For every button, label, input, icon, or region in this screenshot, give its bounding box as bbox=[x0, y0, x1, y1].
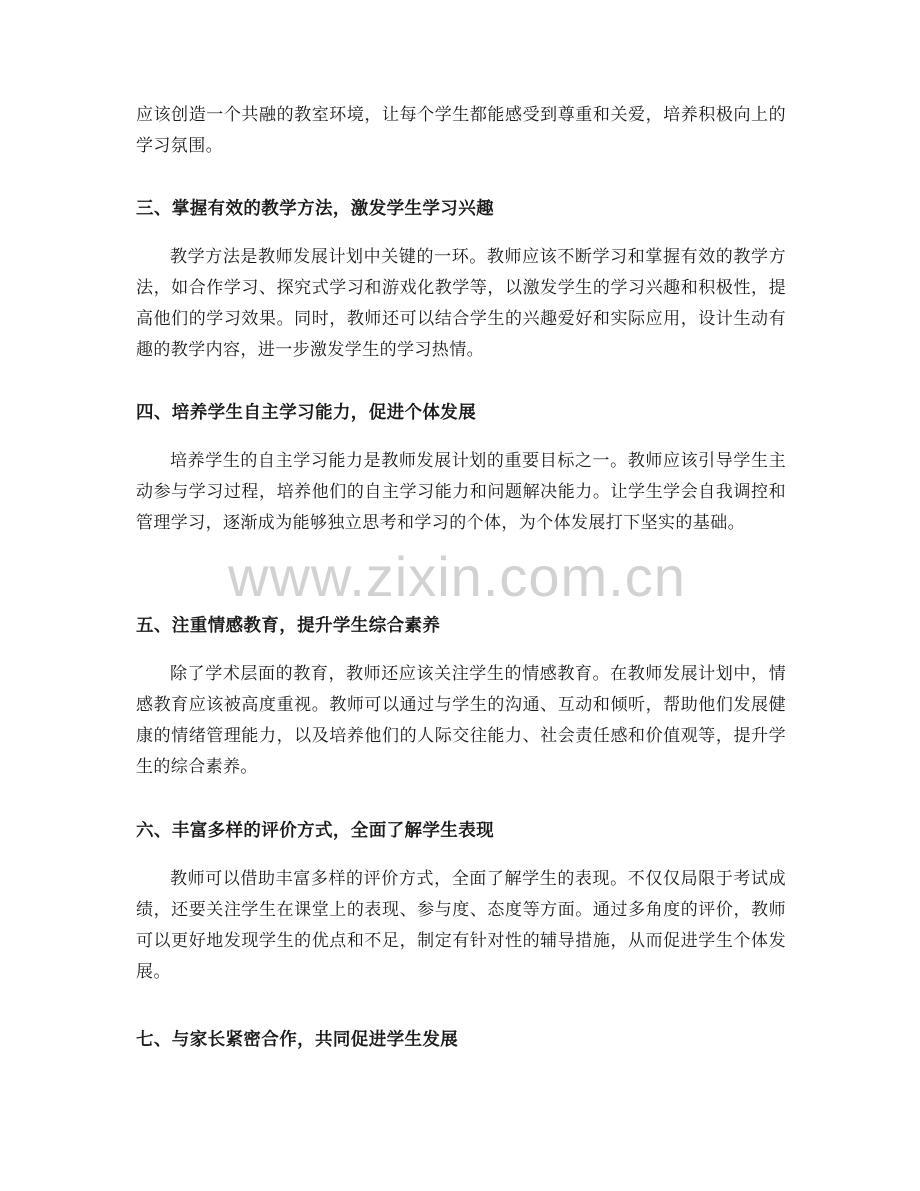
section-heading: 五、注重情感教育，提升学生综合素养 bbox=[136, 616, 441, 636]
intro-paragraph: 应该创造一个共融的教室环境，让每个学生都能感受到尊重和关爱，培养积极向上的学习氛围。 bbox=[136, 105, 786, 156]
section-6-body-block bbox=[136, 864, 786, 988]
section-5-body-block bbox=[136, 659, 786, 783]
section-4-body-block bbox=[136, 446, 786, 539]
section-heading: 三、掌握有效的教学方法，激发学生学习兴趣 bbox=[136, 199, 494, 219]
section-3-body-block bbox=[136, 242, 786, 366]
intro-block bbox=[136, 100, 786, 162]
section-4-heading-block bbox=[136, 401, 786, 425]
section-paragraph: 除了学术层面的教育，教师还应该关注学生的情感教育。在教师发展计划中，情感教育应该被高度重视。教师可以通过与学生的沟通、互动和倾听，帮助他们发展健康的情绪管理能力，以及培养他们的人际交往能力、社会责任感和价值观等，提升学生的综合素养。 bbox=[136, 664, 786, 777]
section-paragraph: 教师可以借助丰富多样的评价方式，全面了解学生的表现。不仅仅局限于考试成绩，还要关注学生在课堂上的表现、参与度、态度等方面。通过多角度的评价，教师可以更好地发现学生的优点和不足，制定有针对性的辅导措施，从而促进学生个体发展。 bbox=[136, 869, 786, 982]
section-paragraph: 培养学生的自主学习能力是教师发展计划的重要目标之一。教师应该引导学生主动参与学习过程，培养他们的自主学习能力和问题解决能力。让学生学会自我调控和管理学习，逐渐成为能够独立思考和学习的个体，为个体发展打下坚实的基础。 bbox=[136, 451, 786, 533]
section-heading: 四、培养学生自主学习能力，促进个体发展 bbox=[136, 403, 477, 423]
watermark: www.zixin.com.cn bbox=[228, 545, 686, 608]
section-3-heading-block bbox=[136, 197, 786, 221]
section-heading: 六、丰富多样的评价方式，全面了解学生表现 bbox=[136, 821, 494, 841]
section-paragraph: 教学方法是教师发展计划中关键的一环。教师应该不断学习和掌握有效的教学方法，如合作学习、探究式学习和游戏化教学等，以激发学生的学习兴趣和积极性，提高他们的学习效果。同时，教师还可以结合学生的兴趣爱好和实际应用，设计生动有趣的教学内容，进一步激发学生的学习热情。 bbox=[136, 247, 786, 360]
section-5-heading-block bbox=[136, 614, 786, 638]
section-7-heading-block bbox=[136, 1028, 786, 1052]
section-heading: 七、与家长紧密合作，共同促进学生发展 bbox=[136, 1030, 459, 1050]
section-6-heading-block bbox=[136, 819, 786, 843]
